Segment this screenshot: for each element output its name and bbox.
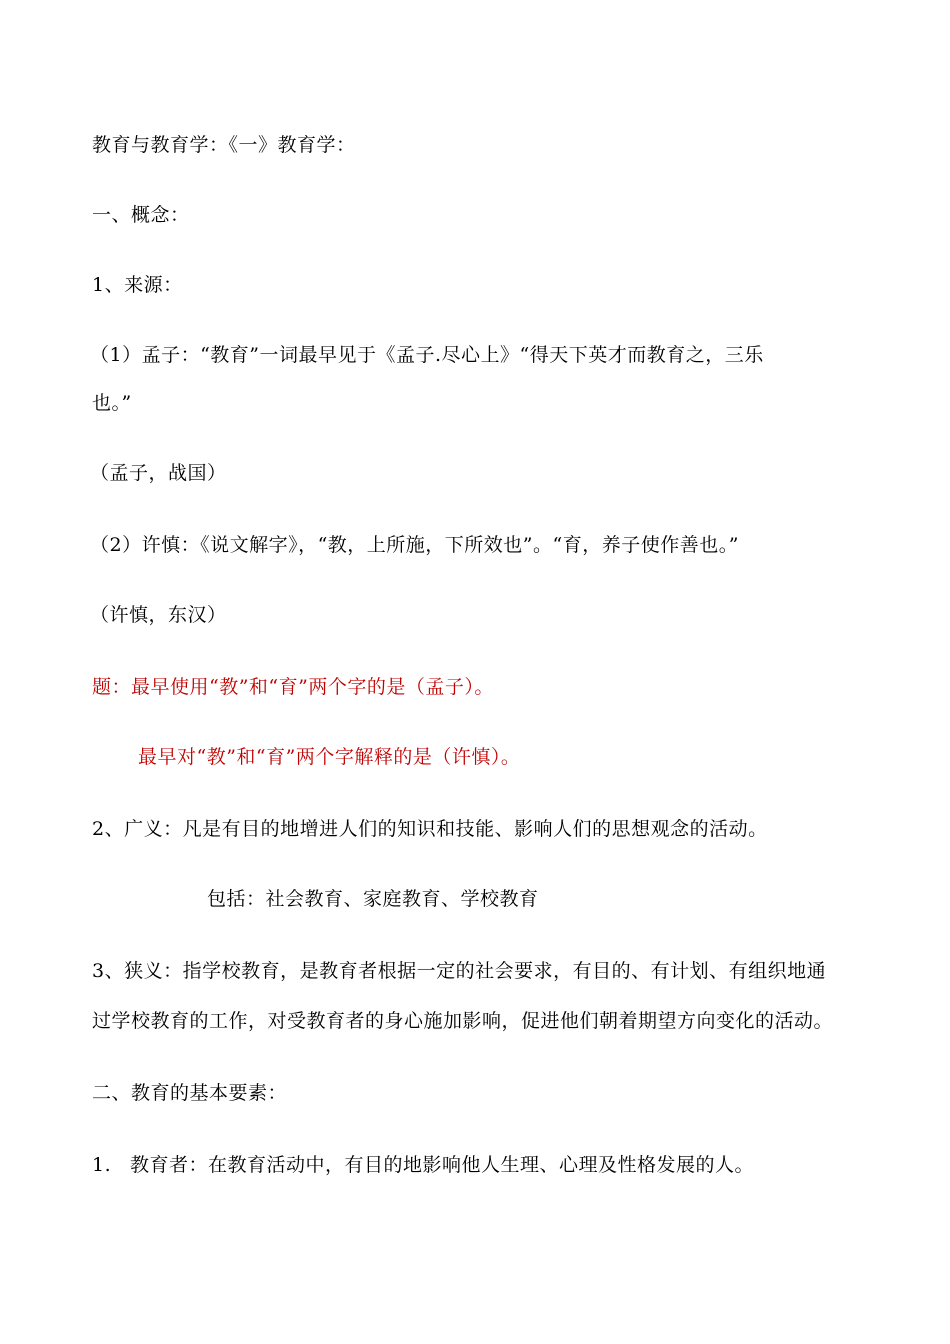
item-1-title: 1、来源： — [92, 274, 183, 296]
xushen-quote-line: （2）许慎：《说文解字》，“教，上所施，下所效也”。“育，养子使作善也。” — [90, 534, 739, 556]
mencius-quote-line-2: 也。” — [92, 392, 132, 414]
broad-includes: 包括：社会教育、家庭教育、学校教育 — [207, 888, 539, 910]
narrow-definition-line-2: 过学校教育的工作，对受教育者的身心施加影响，促进他们朝着期望方向变化的活动。 — [92, 1010, 834, 1032]
question-line-2: 最早对“教”和“育”两个字解释的是（许慎）。 — [138, 746, 521, 768]
narrow-definition-line-1: 3、狭义：指学校教育，是教育者根据一定的社会要求，有目的、有计划、有组织地通 — [92, 960, 827, 982]
document-heading: 教育与教育学：《一》教育学： — [92, 134, 356, 156]
question-line-1: 题：最早使用“教”和“育”两个字的是（孟子）。 — [92, 676, 494, 698]
mencius-quote-line-1: （1）孟子：“教育”一词最早见于《孟子.尽心上》“得天下英才而教育之，三乐 — [90, 344, 764, 366]
section-1-title: 一、概念： — [92, 204, 190, 226]
section-2-title: 二、教育的基本要素： — [92, 1082, 288, 1104]
mencius-note: （孟子，战国） — [90, 462, 227, 484]
broad-definition: 2、广义：凡是有目的地增进人们的知识和技能、影响人们的思想观念的活动。 — [92, 818, 768, 840]
xushen-note: （许慎，东汉） — [90, 604, 227, 626]
element-1-text: 教育者：在教育活动中，有目的地影响他人生理、心理及性格发展的人。 — [130, 1154, 755, 1176]
element-1-number: 1. — [92, 1154, 112, 1176]
